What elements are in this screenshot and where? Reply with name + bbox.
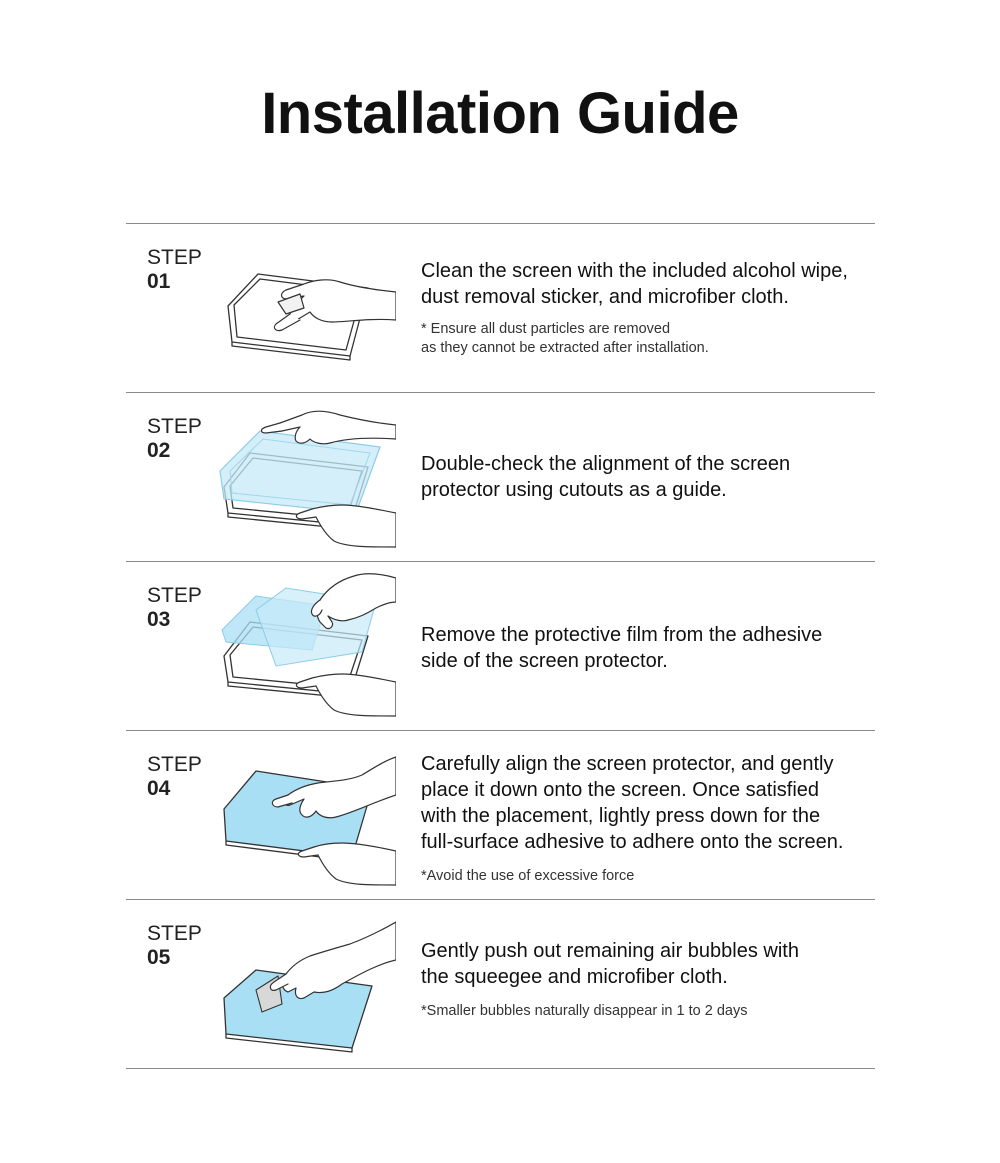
step-01	[126, 224, 875, 393]
step-text-block	[421, 938, 871, 1021]
step-02	[126, 393, 875, 562]
step-description: Carefully align the screen protector, and gently place it down onto the screen. Once satisfied with the placement, lightly press down for the full-surface adhesive to adhere onto the screen.	[421, 753, 844, 853]
hands-peeling-film-illustration	[216, 570, 396, 725]
step-description: Clean the screen with the included alcohol wipe, dust removal sticker, and microfiber cloth.	[421, 260, 848, 308]
step-number: 03	[147, 608, 171, 631]
step-word: STEP	[147, 922, 202, 945]
hands-pressing-protector-illustration	[216, 739, 396, 894]
step-number: 05	[147, 946, 171, 969]
step-description: Double-check the alignment of the screen protector using cutouts as a guide.	[421, 453, 791, 501]
step-text-block	[421, 451, 871, 503]
step-word: STEP	[147, 246, 202, 269]
step-label	[147, 584, 202, 632]
page-title: Installation Guide	[261, 81, 739, 146]
hand-wiping-tablet-illustration	[216, 232, 396, 387]
hand-using-squeegee-illustration	[216, 908, 396, 1063]
step-description: Gently push out remaining air bubbles with the squeegee and microfiber cloth.	[421, 940, 799, 988]
step-label	[147, 246, 202, 294]
step-word: STEP	[147, 415, 202, 438]
step-note: *Avoid the use of excessive force	[421, 868, 635, 884]
step-word: STEP	[147, 753, 202, 776]
step-number: 02	[147, 439, 171, 462]
step-text-block	[421, 751, 871, 886]
step-05	[126, 900, 875, 1069]
step-label	[147, 415, 202, 463]
step-label	[147, 753, 202, 801]
step-note: * Ensure all dust particles are removed as they cannot be extracted after installation.	[421, 321, 709, 356]
step-word: STEP	[147, 584, 202, 607]
step-description: Remove the protective film from the adhesive side of the screen protector.	[421, 624, 823, 672]
step-text-block	[421, 622, 871, 674]
step-note: *Smaller bubbles naturally disappear in 1 to 2 days	[421, 1003, 748, 1019]
step-04	[126, 731, 875, 900]
step-label	[147, 922, 202, 970]
step-text-block	[421, 258, 871, 358]
hands-aligning-protector-illustration	[216, 401, 396, 556]
step-number: 04	[147, 777, 171, 800]
steps-list	[126, 223, 875, 1069]
step-03	[126, 562, 875, 731]
step-number: 01	[147, 270, 171, 293]
